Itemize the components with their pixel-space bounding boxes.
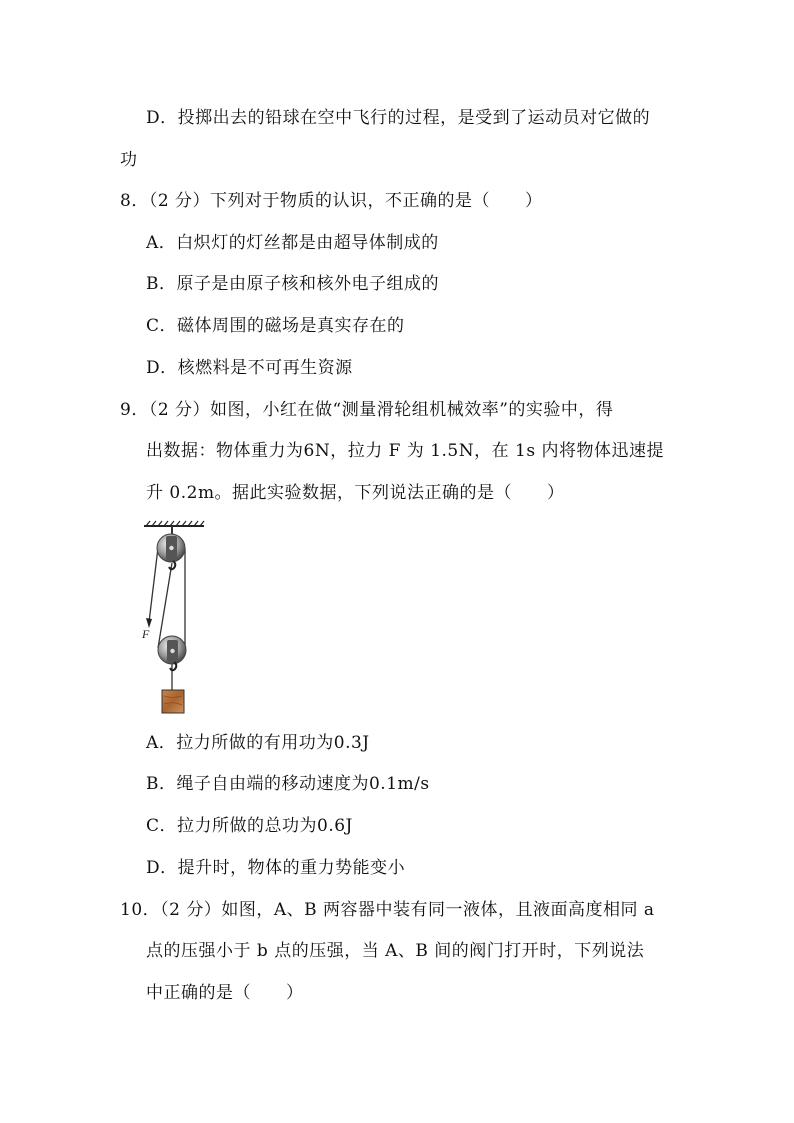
pulley-system-figure	[142, 520, 212, 716]
q8-option-b: B．原子是由原子核和核外电子组成的	[146, 274, 439, 294]
force-label: F	[142, 627, 150, 641]
q9-stem-line3: 升 0.2m。据此实验数据，下列说法正确的是（ ）	[146, 483, 565, 503]
q9-option-d: D．提升时，物体的重力势能变小	[146, 858, 406, 878]
q9-option-a: A．拉力所做的有用功为0.3J	[146, 733, 370, 753]
q10-stem-line1: 10．（2 分）如图，A、B 两容器中装有同一液体，且液面高度相同 a	[120, 900, 655, 920]
q7-option-d-line1: D．投掷出去的铅球在空中飞行的过程，是受到了运动员对它做的	[146, 108, 651, 128]
q8-option-d: D．核燃料是不可再生资源	[146, 358, 353, 378]
q8-option-c: C．磁体周围的磁场是真实存在的	[146, 316, 405, 336]
fixed-pulley	[157, 534, 185, 569]
q8-option-a: A．白炽灯的灯丝都是由超导体制成的	[146, 233, 439, 253]
q9-stem-line1: 9．（2 分）如图，小红在做“测量滑轮组机械效率”的实验中，得	[120, 400, 614, 420]
rope	[149, 548, 185, 690]
q10-stem-line2: 点的压强小于 b 点的压强，当 A、B 间的阀门打开时，下列说法	[146, 941, 645, 961]
q8-stem: 8．（2 分）下列对于物质的认识，不正确的是（ ）	[120, 191, 543, 211]
ceiling	[144, 521, 204, 534]
q7-option-d-line2: 功	[120, 150, 138, 170]
q9-option-c: C．拉力所做的总功为0.6J	[146, 816, 353, 836]
q9-option-b: B．绳子自由端的移动速度为0.1m/s	[146, 774, 430, 794]
q9-stem-line2: 出数据：物体重力为6N，拉力 F 为 1.5N，在 1s 内将物体迅速提	[146, 441, 664, 461]
q10-stem-line3: 中正确的是（ ）	[146, 983, 304, 1003]
weight-block	[162, 690, 184, 713]
